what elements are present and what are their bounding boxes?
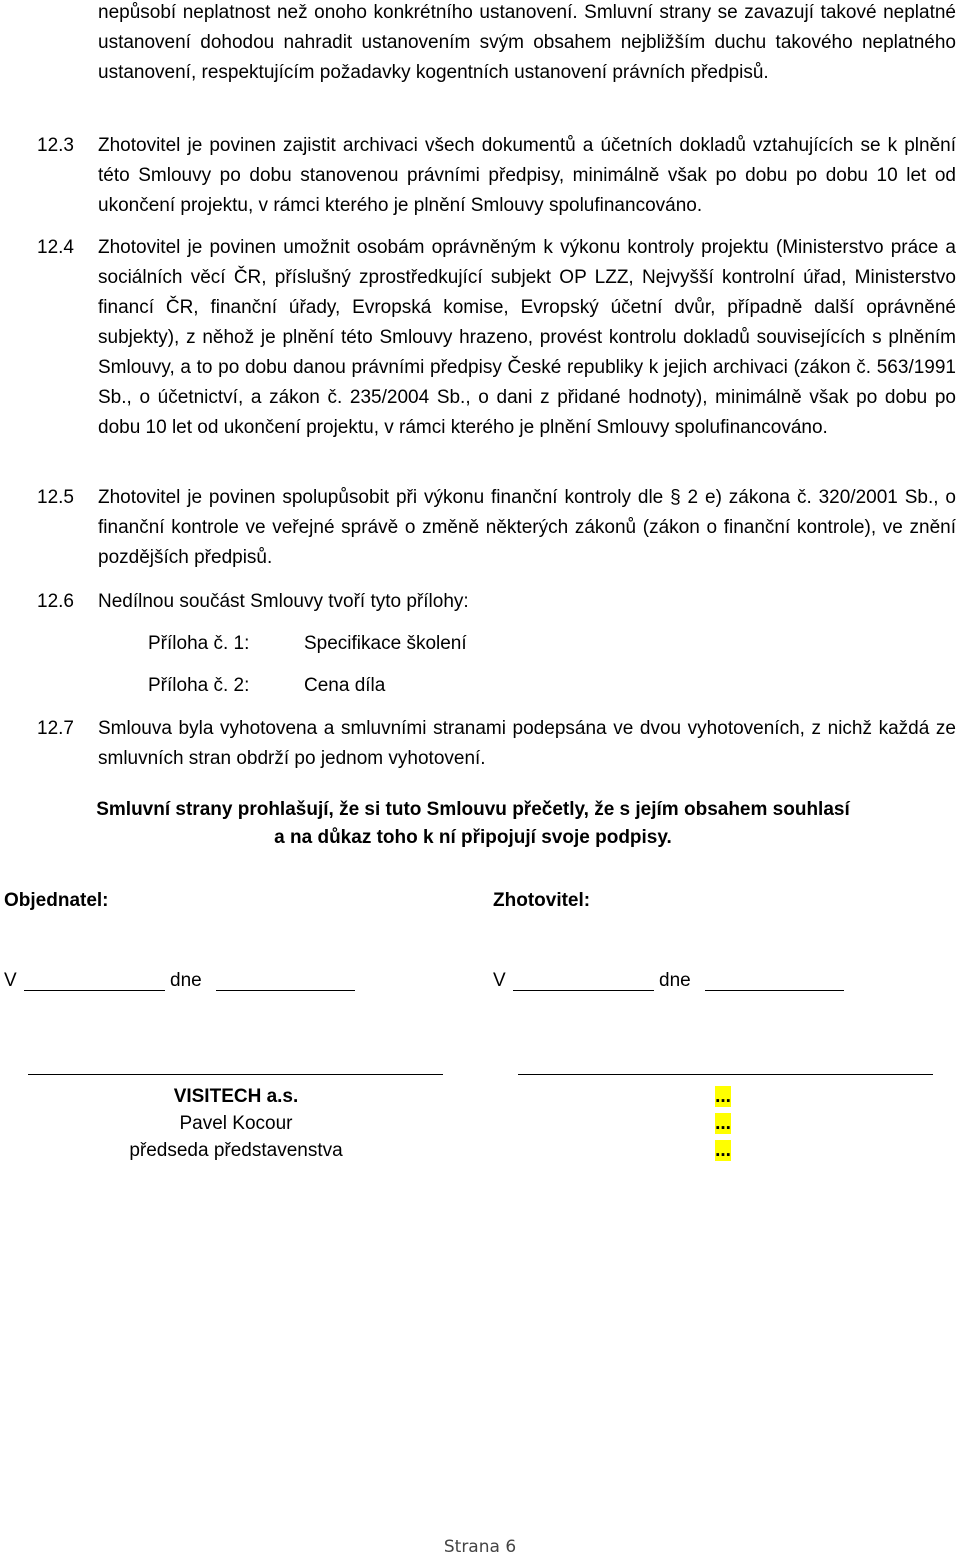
attachment-1-label: Příloha č. 1: xyxy=(148,633,250,654)
left-place-line xyxy=(24,990,165,991)
section-text-12-6: Nedílnou součást Smlouvy tvoří tyto přílohy: xyxy=(98,591,469,612)
right-place-prefix: V xyxy=(493,970,506,991)
right-place-line xyxy=(513,990,654,991)
section-text-12-3: Zhotovitel je povinen zajistit archivaci všech dokumentů a účetních dokladů vztahujících se k plnění této Smlouvy po dobu stanovenou právními předpisy, minimálně však po dobu po dobu 10 let od ukončení projektu, v rámci kterého je plnění Smlouvy spolufinancováno. xyxy=(98,135,956,216)
attachment-1-value: Specifikace školení xyxy=(304,633,467,654)
left-date-line xyxy=(216,990,355,991)
section-text-12-7: Smlouva byla vyhotovena a smluvními stranami podepsána ve dvou vyhotoveních, z nichž každá ze smluvních stran obdrží po jednom vyhotovení. xyxy=(98,718,956,769)
attachment-2-value: Cena díla xyxy=(304,675,386,696)
right-signatory-title: ... xyxy=(715,1140,731,1161)
attachment-2-label: Příloha č. 2: xyxy=(148,675,250,696)
section-number-12-7: 12.7 xyxy=(37,718,74,739)
left-signatory-title: předseda představenstva xyxy=(129,1140,343,1161)
right-signatory-company: ... xyxy=(715,1086,731,1107)
right-date-prefix: dne xyxy=(659,970,691,991)
declaration-line-1: Smluvní strany prohlašují, že si tuto Smlouvu přečetly, že s jejím obsahem souhlasí xyxy=(96,799,850,820)
left-signatory-name: Pavel Kocour xyxy=(179,1113,293,1134)
right-signatory-title-wrap xyxy=(523,1137,923,1164)
right-signatory-company-wrap xyxy=(523,1083,923,1110)
right-signatory-name-wrap xyxy=(523,1110,923,1137)
section-number-12-5: 12.5 xyxy=(37,487,74,508)
right-date-line xyxy=(705,990,844,991)
declaration-line-2: a na důkaz toho k ní připojují svoje podpisy. xyxy=(274,827,672,848)
left-date-prefix: dne xyxy=(170,970,202,991)
party-right-label: Zhotovitel: xyxy=(493,890,591,911)
right-signature-line xyxy=(518,1074,933,1075)
right-signatory-name: ... xyxy=(715,1113,731,1134)
left-signatory-company: VISITECH a.s. xyxy=(173,1086,299,1107)
section-number-12-6: 12.6 xyxy=(37,591,74,612)
section-number-12-3: 12.3 xyxy=(37,135,74,156)
left-place-prefix: V xyxy=(4,970,17,991)
left-signature-line xyxy=(28,1074,443,1075)
page-number: Strana 6 xyxy=(443,1537,517,1557)
party-left-label: Objednatel: xyxy=(4,890,109,911)
section-number-12-4: 12.4 xyxy=(37,237,74,258)
section-text-12-4: Zhotovitel je povinen umožnit osobám oprávněným k výkonu kontroly projektu (Ministerstvo práce a sociálních věcí ČR, příslušný zprostředkující subjekt OP LZZ, Nejvyšší kontrolní úřad, Ministerstvo financí ČR, finanční úřady, Evropská komise, Evropský účetní dvůr, případně další oprávněné subjekty), z něhož je plnění této Smlouvy hrazeno, provést kontrolu dokladů souvisejících s plněním Smlouvy, a to po dobu danou právními předpisy České republiky k jejich archivaci (zákon č. 563/1991 Sb., o účetnictví, a zákon č. 235/2004 Sb., o dani z přidané hodnoty), minimálně však po dobu po dobu 10 let od ukončení projektu, v rámci kterého je plnění Smlouvy spolufinancováno. xyxy=(98,237,956,438)
section-text-12-5: Zhotovitel je povinen spolupůsobit při výkonu finanční kontroly dle § 2 e) zákona č. 320/2001 Sb., o finanční kontrole ve veřejné správě o změně některých zákonů (zákon o finanční kontrole), ve znění pozdějších předpisů. xyxy=(98,487,956,568)
intro-paragraph: nepůsobí neplatnost než onoho konkrétního ustanovení. Smluvní strany se zavazují takové neplatné ustanovení dohodou nahradit ustanovením svým obsahem nejbližším duchu takového neplatného ustanovení, respektujícím požadavky kogentních ustanovení právních předpisů. xyxy=(98,2,956,83)
